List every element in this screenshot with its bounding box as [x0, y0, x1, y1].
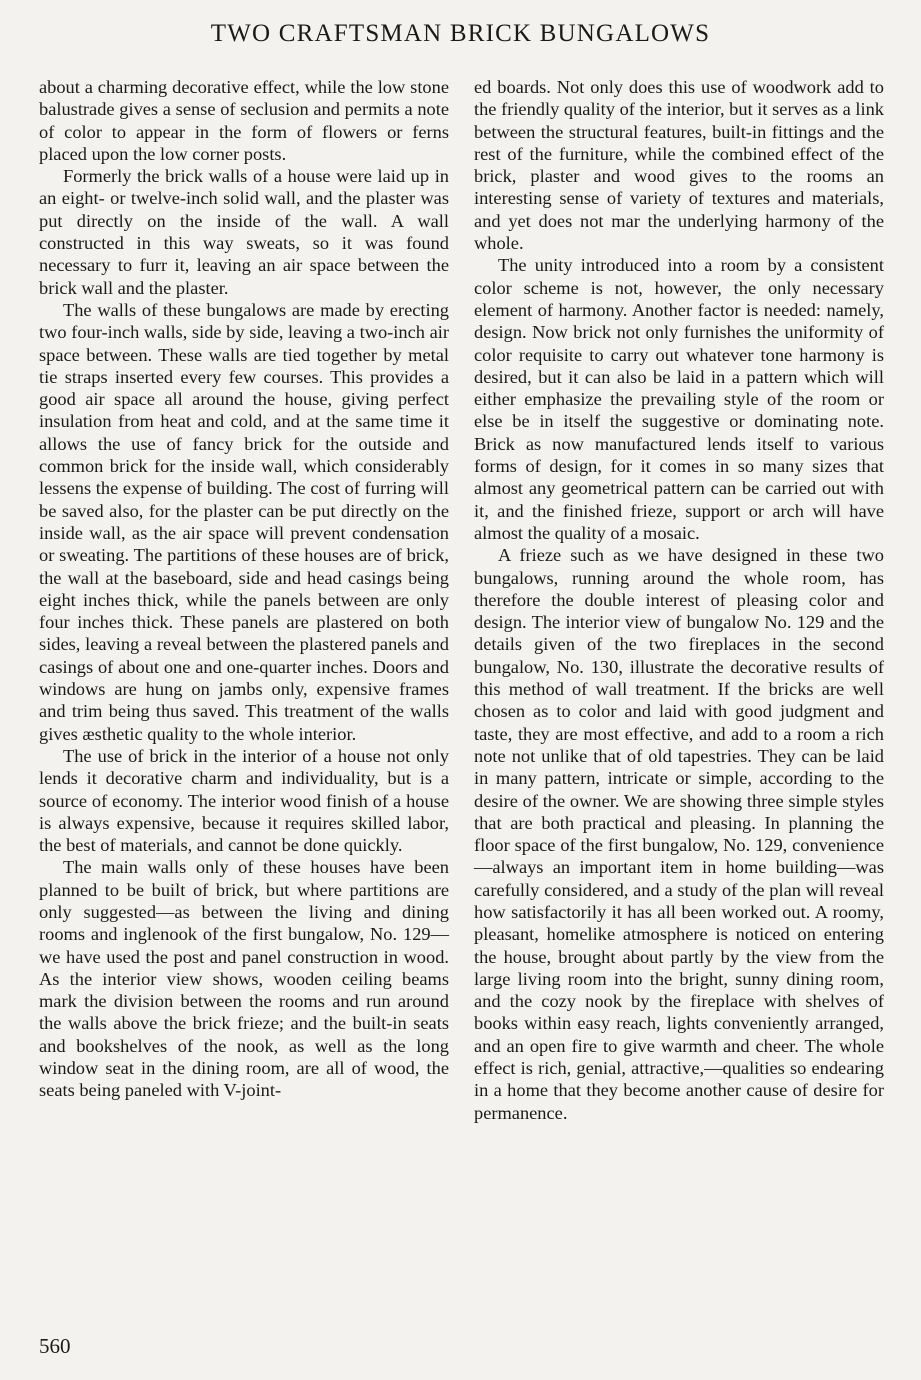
- left-column: [39, 76, 449, 1102]
- paragraph: A frieze such as we have designed in these two bungalows, running around the whole room, has therefore the double interest of pleasing color and design. The interior view of bungalow No. 129 and the details given of the two fireplaces in the second bungalow, No. 130, illustrate the decorative results of this method of wall treatment. If the bricks are well chosen as to color and laid with good judgment and taste, they are most effective, and add to a room a rich note not unlike that of old tapestries. They can be laid in many pattern, intricate or simple, according to the desire of the owner. We are showing three simple styles that are both practical and pleasing. In planning the floor space of the first bungalow, No. 129, convenience—always an important item in home building—was carefully considered, and a study of the plan will reveal how satisfactorily it has all been worked out. A roomy, pleasant, homelike atmosphere is noticed on entering the house, brought about partly by the view from the large living room into the bright, sunny dining room, and the cozy nook by the fireplace with shelves of books within easy reach, lights conveniently arranged, and an open fire to give warmth and cheer. The whole effect is rich, genial, attractive,—qualities so endearing in a home that they become another cause of desire for permanence.: [474, 545, 884, 1123]
- paragraph: The unity introduced into a room by a consistent color scheme is not, however, the only necessary element of harmony. Another factor is needed: namely, design. Now brick not only furnishes the uniformity of color requisite to carry out whatever tone harmony is desired, but it can also be laid in a pattern which will either emphasize the prevailing style of the room or else be in itself the suggestive or dominating note. Brick as now manufactured lends itself to various forms of design, for it comes in so many sizes that almost any geometrical pattern can be carried out with it, and the finished frieze, support or arch will have almost the quality of a mosaic.: [474, 255, 884, 543]
- paragraph: about a charming decorative effect, while the low stone balustrade gives a sense of seclusion and permits a note of color to appear in the form of flowers or ferns placed upon the low corner posts.: [39, 77, 449, 164]
- page-title: TWO CRAFTSMAN BRICK BUNGALOWS: [210, 20, 711, 47]
- right-column: [474, 76, 884, 1124]
- paragraph: Formerly the brick walls of a house were laid up in an eight- or twelve-inch solid wall, and the plaster was put directly on the inside of the wall. A wall constructed in this way sweats, so it was found necessary to furr it, leaving an air space between the brick wall and the plaster.: [39, 166, 449, 298]
- page-number: 560: [39, 1334, 71, 1358]
- paragraph: The use of brick in the interior of a house not only lends it decorative charm and individuality, but is a source of economy. The interior wood finish of a house is always expensive, because it requires skilled labor, the best of materials, and cannot be done quickly.: [39, 745, 449, 856]
- paragraph: ed boards. Not only does this use of woodwork add to the friendly quality of the interior, but it serves as a link between the structural features, built-in fittings and the rest of the furniture, while the combined effect of the brick, plaster and wood gives to the rooms an interesting sense of variety of textures and materials, and yet does not mar the underlying harmony of the whole.: [474, 77, 884, 254]
- paragraph: The walls of these bungalows are made by erecting two four-inch walls, side by side, leaving a two-inch air space between. These walls are tied together by metal tie straps inserted every few courses. This provides a good air space all around the house, giving perfect insulation from heat and cold, and at the same time it allows the use of fancy brick for the outside and common brick for the inside wall, which considerably lessens the expense of building. The cost of furring will be saved also, for the plaster can be put directly on the inside wall, as the air space will prevent condensation or sweating. The partitions of these houses are of brick, the wall at the baseboard, side and head casings being eight inches thick, while the panels between are only four inches thick. These panels are plastered on both sides, leaving a reveal between the plastered panels and casings of about one and one-quarter inches. Doors and windows are hung on jambs only, expensive frames and trim being thus saved. This treatment of the walls gives æsthetic quality to the whole interior.: [39, 299, 449, 744]
- paragraph: The main walls only of these houses have been planned to be built of brick, but where partitions are only suggested—as between the living and dining rooms and inglenook of the first bungalow, No. 129—we have used the post and panel construction in wood. As the interior view shows, wooden ceiling beams mark the division between the rooms and run around the walls above the brick frieze; and the built-in seats and bookshelves of the nook, as well as the long window seat in the dining room, are all of wood, the seats being paneled with V-joint-: [39, 857, 449, 1101]
